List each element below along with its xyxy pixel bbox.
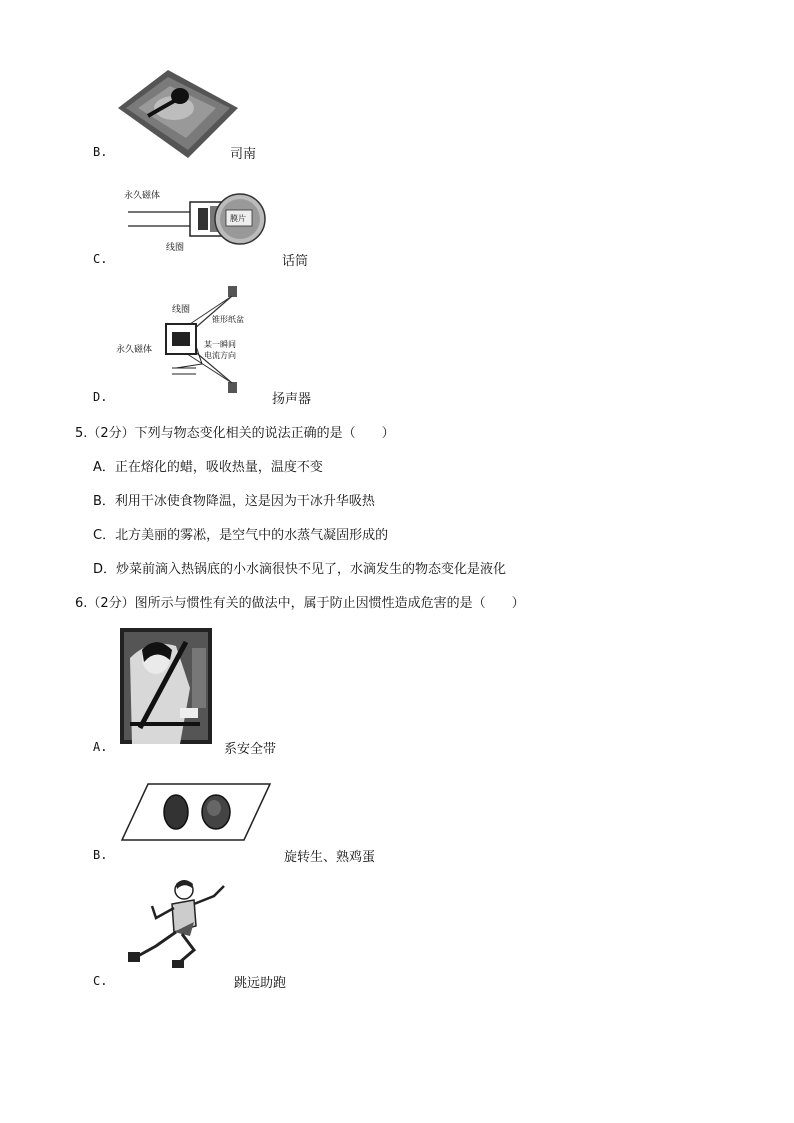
speaker-diagram [116,284,286,396]
speaker-label-cone: 锥形纸盆 [212,315,244,324]
q4-option-c-caption: 话筒 [282,254,309,269]
spinning-eggs-diagram [120,782,272,842]
q4-option-d-letter: D. [93,390,108,404]
q4-option-b-letter: B. [93,145,108,159]
q4-option-c-letter: C. [93,252,108,266]
speaker-label-magnet: 永久磁体 [116,345,153,355]
q5-choice-d: D．炒菜前滴入热锅底的小水滴很快不见了，水滴发生的物态变化是液化 [93,562,507,577]
q5-choice-a: A．正在熔化的蜡，吸收热量，温度不变 [93,460,323,475]
sinan-image [118,70,238,160]
q6-option-b-caption: 旋转生、熟鸡蛋 [284,850,376,865]
seatbelt-photo [120,628,212,744]
speaker-label-coil: 线圈 [172,305,191,315]
mic-label-membrane: 膜片 [230,214,246,223]
speaker-label-current-direction: 电流方向 [204,351,236,360]
q4-option-d-caption: 扬声器 [272,392,312,407]
q4-option-b-caption: 司南 [230,147,257,162]
q6-option-a-letter: A. [93,740,108,754]
mic-label-magnet: 永久磁体 [124,191,161,201]
q5-choice-b: B．利用干冰使食物降温，这是因为干冰升华吸热 [93,494,375,509]
microphone-diagram [122,186,268,252]
mic-label-coil: 线圈 [166,243,185,253]
speaker-label-current: 某一瞬间 [204,340,236,349]
q6-option-c-caption: 跳远助跑 [234,976,287,991]
q5-choice-c: C．北方美丽的雾凇，是空气中的水蒸气凝固形成的 [93,528,389,543]
q6-option-c-letter: C. [93,974,108,988]
q6-option-b-letter: B. [93,848,108,862]
q6-stem: 6.（2分）图所示与惯性有关的做法中，属于防止因惯性造成危害的是（ ） [75,596,525,611]
q5-stem: 5.（2分）下列与物态变化相关的说法正确的是（ ） [75,426,395,441]
runner-illustration [122,876,232,976]
q6-option-a-caption: 系安全带 [224,742,277,757]
